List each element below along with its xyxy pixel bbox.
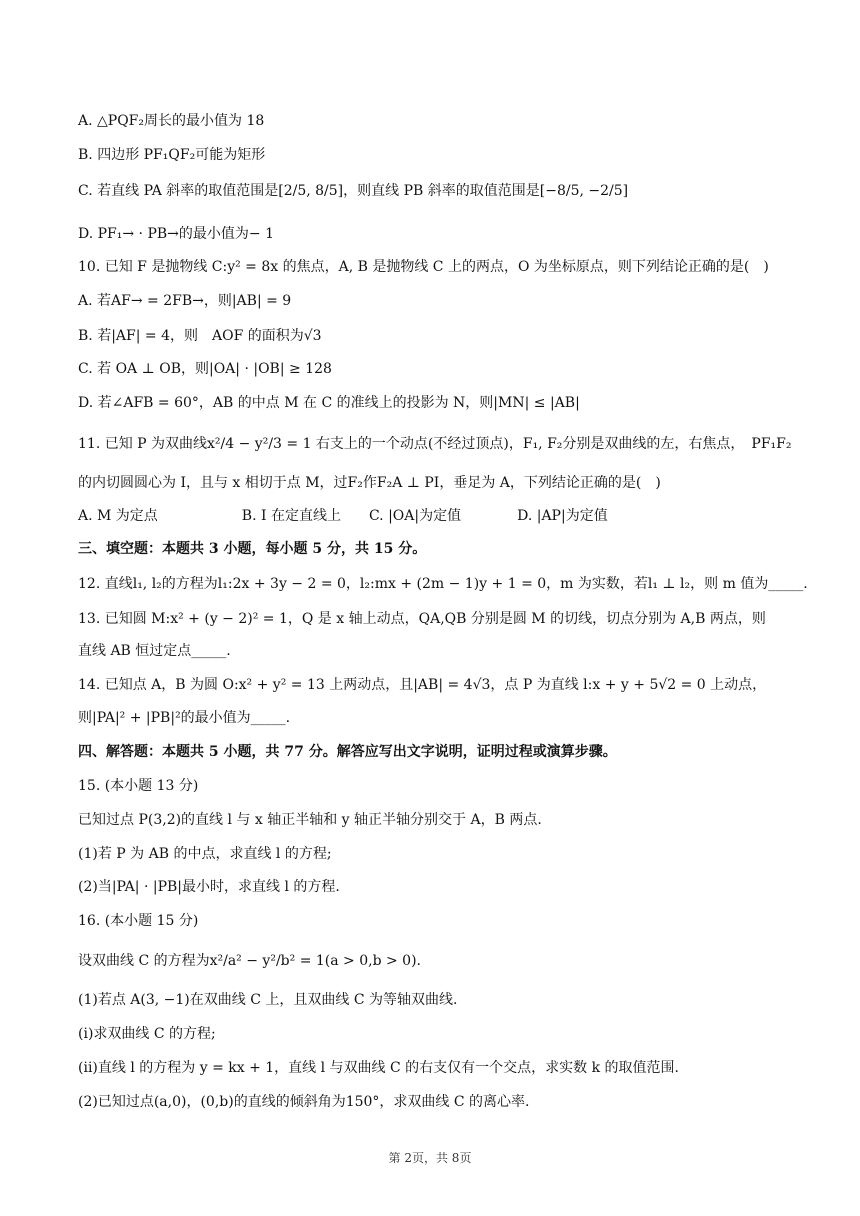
text-line: 直线 AB 恒过定点_____. (78, 643, 231, 659)
text-line: C. 若直线 PA 斜率的取值范围是[2/5, 8/5]，则直线 PB 斜率的取值范围是[−8/5, −2/5] (78, 183, 629, 199)
text-line: 10. 已知 F 是抛物线 C:y² = 8x 的焦点，A, B 是抛物线 C 上的两点，O 为坐标原点，则下列结论正确的是( ) (78, 259, 769, 275)
text-line: 三、填空题：本题共 3 小题，每小题 5 分，共 15 分。 (78, 541, 427, 557)
text-line: C. 若 OA ⊥ OB，则|OA| · |OB| ≥ 128 (78, 361, 332, 377)
page-footer: 第 2页，共 8页 (388, 1151, 472, 1165)
text-line: 14. 已知点 A，B 为圆 O:x² + y² = 13 上两动点，且|AB| = 4√3，点 P 为直线 l:x + y + 5√2 = 0 上动点， (78, 677, 767, 693)
text-line: A. △PQF₂周长的最小值为 18 (78, 113, 265, 129)
text-line: A. 若AF→ = 2FB→，则|AB| = 9 (78, 293, 292, 309)
text-line: A. M 为定点 B. I 在定直线上 C. |OA|为定值 D. |AP|为定值 (78, 508, 608, 524)
text-line: (2)已知过点(a,0)，(0,b)的直线的倾斜角为150°，求双曲线 C 的离心率. (78, 1094, 530, 1110)
text-line: 12. 直线l₁, l₂的方程为l₁:2x + 3y − 2 = 0，l₂:mx + (2m − 1)y + 1 = 0，m 为实数，若l₁ ⊥ l₂，则 m 值为_____. (78, 576, 808, 592)
text-line: (ⅰ)求双曲线 C 的方程; (78, 1026, 216, 1042)
text-line: 15. (本小题 13 分) (78, 778, 199, 794)
text-line: 的内切圆圆心为 I，且与 x 相切于点 M，过F₂作F₂A ⊥ PI，垂足为 A，下列结论正确的是( ) (78, 475, 661, 491)
text-line: (1)若 P 为 AB 的中点，求直线 l 的方程; (78, 846, 332, 862)
text-line: 13. 已知圆 M:x² + (y − 2)² = 1，Q 是 x 轴上动点，QA,QB 分别是圆 M 的切线，切点分别为 A,B 两点，则 (78, 611, 766, 627)
text-line: (2)当|PA| · |PB|最小时，求直线 l 的方程. (78, 879, 340, 895)
text-line: (1)若点 A(3, −1)在双曲线 C 上，且双曲线 C 为等轴双曲线. (78, 992, 458, 1008)
text-line: 11. 已知 P 为双曲线x²/4 − y²/3 = 1 右支上的一个动点(不经过顶点)，F₁, F₂分别是双曲线的左，右焦点， PF₁F₂ (78, 436, 792, 452)
text-line: 四、解答题：本题共 5 小题，共 77 分。解答应写出文字说明，证明过程或演算步骤。 (78, 744, 617, 760)
text-line: D. PF₁→ · PB→的最小值为− 1 (78, 226, 274, 242)
text-line: 则|PA|² + |PB|²的最小值为_____. (78, 710, 291, 726)
text-line: (ⅱ)直线 l 的方程为 y = kx + 1，直线 l 与双曲线 C 的右支仅有一个交点，求实数 k 的取值范围. (78, 1060, 679, 1076)
text-line: D. 若∠AFB = 60°，AB 的中点 M 在 C 的准线上的投影为 N，则|MN| ≤ |AB| (78, 395, 580, 411)
text-line: 设双曲线 C 的方程为x²/a² − y²/b² = 1(a > 0,b > 0). (78, 953, 421, 969)
text-line: B. 四边形 PF₁QF₂可能为矩形 (78, 147, 266, 163)
text-line: B. 若|AF| = 4，则 AOF 的面积为√3 (78, 328, 322, 344)
text-line: 已知过点 P(3,2)的直线 l 与 x 轴正半轴和 y 轴正半轴分别交于 A，B 两点. (78, 812, 542, 828)
text-line: 16. (本小题 15 分) (78, 913, 199, 929)
